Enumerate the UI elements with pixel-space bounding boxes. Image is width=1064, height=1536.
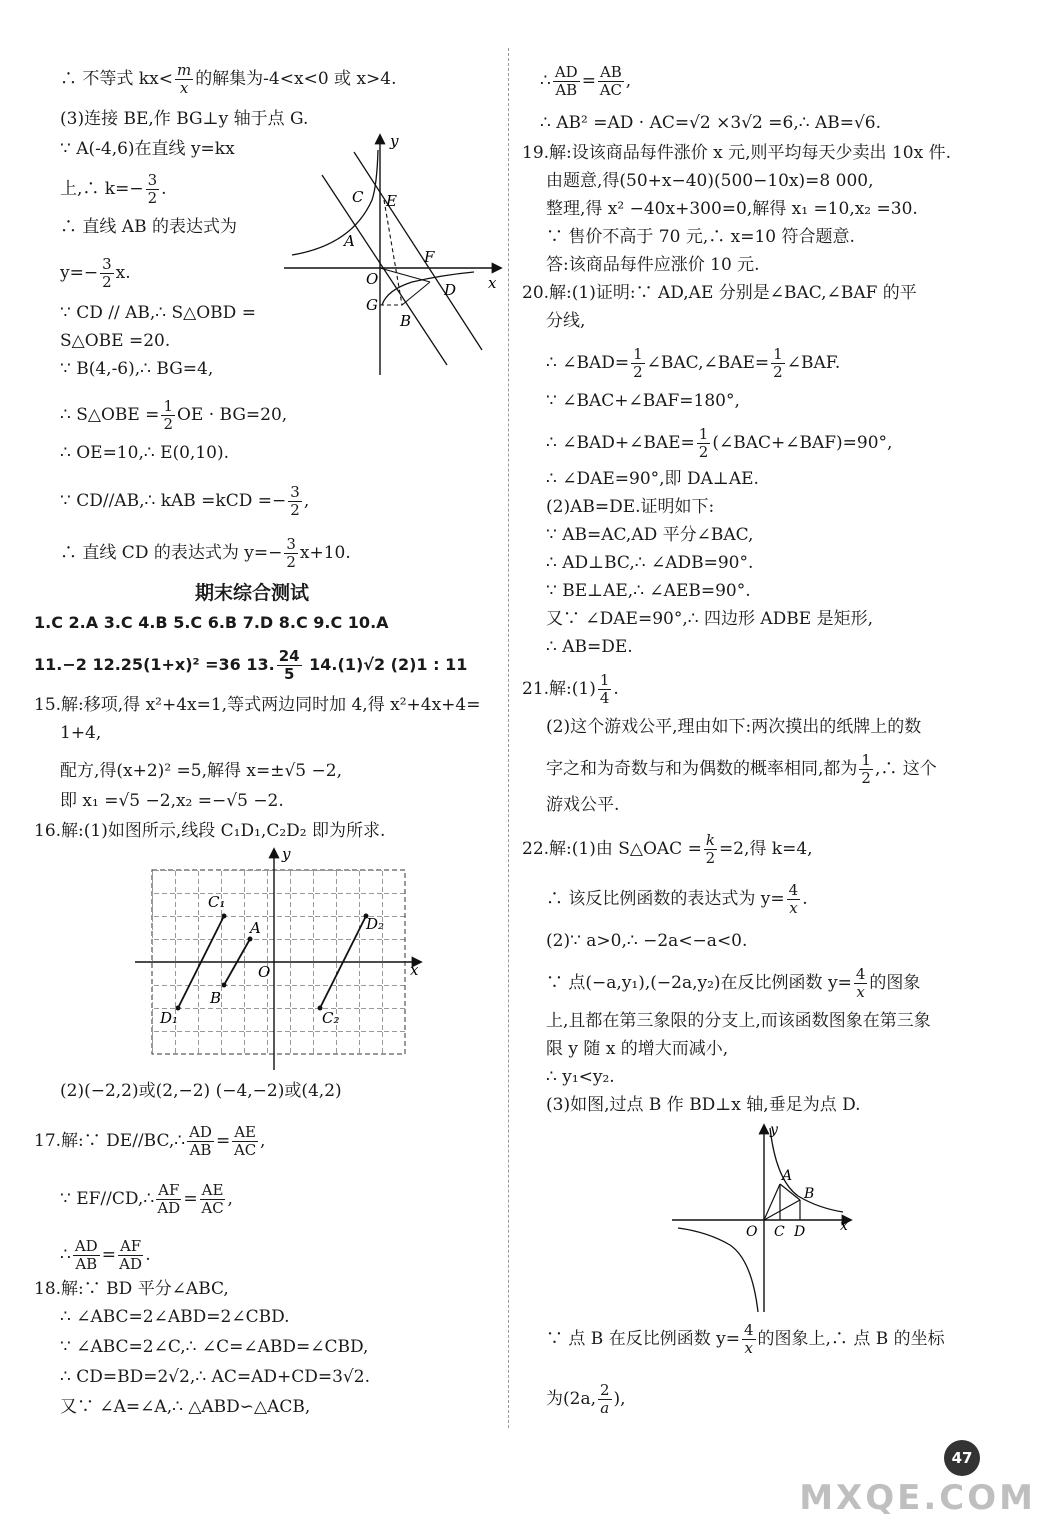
section-title: 期末综合测试 <box>195 582 310 604</box>
text-line: ∵ EF//CD,∴ $\frac{AF}{AD}$ = $\frac{AE}{AC}$ , <box>60 1181 233 1217</box>
label-b: B <box>804 1186 815 1202</box>
text-line: ∴ ∠DAE=90°,即 DA⊥AE. <box>546 469 759 489</box>
text-line: 上,∴ k=− $\frac{3}{2}$ . <box>60 171 167 207</box>
label-a: A <box>344 232 355 250</box>
text-line: ∵ 点(−a,y₁),(−2a,y₂)在反比例函数 y= $\frac{4}{x}$ 的图象 <box>546 965 921 1001</box>
text-line: 又∵ ∠A=∠A,∴ △ABD∽△ACB, <box>60 1397 311 1417</box>
text-line: (2)AB=DE.证明如下: <box>546 497 715 517</box>
page-number: 47 <box>944 1440 980 1476</box>
text-line: ∵ 售价不高于 70 元,∴ x=10 符合题意. <box>546 227 855 247</box>
text-line: 游戏公平. <box>546 795 620 815</box>
text-line: 配方,得(x+2)² =5,解得 x=±√5 −2, <box>60 761 342 781</box>
text-line: (2)(−2,2)或(2,−2) (−4,−2)或(4,2) <box>60 1081 342 1101</box>
text-line: ∴ 不等式 kx< $\frac{m}{x}$ 的解集为-4<x<0 或 x>4. <box>60 61 397 97</box>
text-line: 19.解:设该商品每件涨价 x 元,则平均每天少卖出 10x 件. <box>522 143 951 163</box>
text-line: 15.解:移项,得 x²+4x=1,等式两边同时加 4,得 x²+4x+4= <box>34 695 481 715</box>
text-line: 字之和为奇数与和为偶数的概率相同,都为 $\frac{1}{2}$ ,∴ 这个 <box>546 751 937 787</box>
text-line: (3)如图,过点 B 作 BD⊥x 轴,垂足为点 D. <box>546 1095 861 1115</box>
text-line: 分线, <box>546 311 586 331</box>
text-line: (3)连接 BE,作 BG⊥y 轴于点 G. <box>60 109 309 129</box>
text-line: ∴ $\frac{AD}{AB}$ = $\frac{AF}{AD}$ . <box>60 1237 151 1273</box>
segment-ob <box>764 1200 800 1220</box>
figure-reciprocal <box>668 1120 858 1320</box>
text-line: ∴ ∠BAD= $\frac{1}{2}$ ∠BAC,∠BAE= $\frac{1}{2}$ ∠BAF. <box>546 345 841 381</box>
label-c2: C₂ <box>322 1009 340 1027</box>
text-line: (2)∵ a>0,∴ −2a<−a<0. <box>546 931 748 951</box>
label-a: A <box>250 919 261 937</box>
segment-bd <box>402 282 430 305</box>
text-line: ∴ 直线 AB 的表达式为 <box>60 217 237 237</box>
text-line: y=− $\frac{3}{2}$ x. <box>60 255 131 291</box>
label-x: x <box>840 1218 848 1234</box>
text-line: ∵ CD // AB,∴ S△OBD = <box>60 303 256 323</box>
label-x: x <box>410 961 419 979</box>
answer-line: 1.C 2.A 3.C 4.B 5.C 6.B 7.D 8.C 9.C 10.A <box>34 613 389 632</box>
figure-grid <box>130 845 430 1075</box>
label-d: D <box>794 1224 806 1240</box>
text-line: S△OBE =20. <box>60 331 171 351</box>
label-b: B <box>210 989 222 1007</box>
text-line: ∵ 点 B 在反比例函数 y= $\frac{4}{x}$ 的图象上,∴ 点 B 的坐标 <box>546 1321 945 1357</box>
text-line: 21.解:(1) $\frac{1}{4}$ . <box>522 671 619 707</box>
label-b: B <box>400 312 412 330</box>
label-f: F <box>424 248 435 266</box>
text-line: 20.解:(1)证明:∵ AD,AE 分别是∠BAC,∠BAF 的平 <box>522 283 917 303</box>
text-line: 为(2a, $\frac{2}{a}$ ), <box>546 1381 626 1417</box>
label-o: O <box>746 1224 758 1240</box>
hyperbola-branch-right <box>382 272 474 305</box>
text-line: ∵ ∠BAC+∠BAF=180°, <box>546 391 740 411</box>
text-line: ∴ ∠BAD+∠BAE= $\frac{1}{2}$ (∠BAC+∠BAF)=90°, <box>546 425 893 461</box>
text-line: ∵ ∠ABC=2∠C,∴ ∠C=∠ABD=∠CBD, <box>60 1337 369 1357</box>
text-line: ∵ A(-4,6)在直线 y=kx <box>60 139 235 159</box>
label-x: x <box>488 274 497 292</box>
text-line: ∵ CD//AB,∴ kAB =kCD =− $\frac{3}{2}$ , <box>60 483 310 519</box>
text-line: ∴ AD⊥BC,∴ ∠ADB=90°. <box>546 553 754 573</box>
text-line: ∴ CD=BD=2√2,∴ AC=AD+CD=3√2. <box>60 1367 370 1387</box>
text-line: 1+4, <box>60 723 102 743</box>
label-e: E <box>386 192 397 210</box>
text-line: ∴ $\frac{AD}{AB}$ = $\frac{AB}{AC}$ , <box>540 63 632 99</box>
text-line: ∴ S△OBE = $\frac{1}{2}$ OE · BG=20, <box>60 397 288 433</box>
segment-ab <box>780 1184 800 1200</box>
text-line: ∵ B(4,-6),∴ BG=4, <box>60 359 214 379</box>
figure-hyperbola-lines <box>282 130 512 380</box>
text-line: 又∵ ∠DAE=90°,∴ 四边形 ADBE 是矩形, <box>546 609 873 629</box>
hyperbola-branch-left <box>292 150 378 255</box>
segment-oa <box>764 1184 780 1220</box>
label-y: y <box>390 132 399 150</box>
label-y: y <box>770 1122 778 1138</box>
text-line: 18.解:∵ BD 平分∠ABC, <box>34 1279 229 1299</box>
text-line: ∵ BE⊥AE,∴ ∠AEB=90°. <box>546 581 751 601</box>
answer-line: 11.−2 12.25(1+x)² =36 13. $\frac{24}{5}$ 14.(1)√2 (2)1 : 11 <box>34 647 468 683</box>
label-a: A <box>782 1168 793 1184</box>
label-g: G <box>366 296 378 314</box>
text-line: 16.解:(1)如图所示,线段 C₁D₁,C₂D₂ 即为所求. <box>34 821 386 841</box>
text-line: (2)这个游戏公平,理由如下:两次摸出的纸牌上的数 <box>546 717 922 737</box>
text-line: 即 x₁ =√5 −2,x₂ =−√5 −2. <box>60 791 284 811</box>
hyperbola-branch-third <box>678 1228 758 1312</box>
text-line: 由题意,得(50+x−40)(500−10x)=8 000, <box>546 171 874 191</box>
text-line: ∴ y₁<y₂. <box>546 1067 615 1087</box>
text-line: 限 y 随 x 的增大而减小, <box>546 1039 729 1059</box>
label-d2: D₂ <box>366 915 385 933</box>
text-line: ∴ AB² =AD · AC=√2 ×3√2 =6,∴ AB=√6. <box>540 113 882 133</box>
label-c: C <box>774 1224 785 1240</box>
segment-be <box>384 200 402 305</box>
label-o: O <box>366 270 379 288</box>
label-o: O <box>258 963 271 981</box>
text-line: 答:该商品每件应涨价 10 元. <box>546 255 760 275</box>
watermark-logo: MXQE.COM <box>799 1478 1036 1518</box>
text-line: ∴ OE=10,∴ E(0,10). <box>60 443 229 463</box>
text-line: ∴ 直线 CD 的表达式为 y=− $\frac{3}{2}$ x+10. <box>60 535 351 571</box>
point-c1 <box>222 914 227 919</box>
label-c1: C₁ <box>208 893 226 911</box>
text-line: ∴ ∠ABC=2∠ABD=2∠CBD. <box>60 1307 290 1327</box>
text-line: 整理,得 x² −40x+300=0,解得 x₁ =10,x₂ =30. <box>546 199 918 219</box>
label-c: C <box>352 188 364 206</box>
text-line: 22.解:(1)由 S△OAC = $\frac{k}{2}$ =2,得 k=4, <box>522 831 813 867</box>
fraction: $\frac{m}{x}$ <box>176 61 192 97</box>
point-a <box>248 937 253 942</box>
text-line: 17.解:∵ DE//BC,∴ $\frac{AD}{AB}$ = $\frac{AE}{AC}$ , <box>34 1123 266 1159</box>
text-line: ∴ 该反比例函数的表达式为 y= $\frac{4}{x}$ . <box>546 881 808 917</box>
text-line: 上,且都在第三象限的分支上,而该函数图象在第三象 <box>546 1011 931 1031</box>
label-d1: D₁ <box>160 1009 179 1027</box>
text-line: ∴ AB=DE. <box>546 637 633 657</box>
label-d: D <box>444 281 457 299</box>
point-b <box>222 983 227 988</box>
text-line: ∵ AB=AC,AD 平分∠BAC, <box>546 525 754 545</box>
label-y: y <box>282 845 291 863</box>
